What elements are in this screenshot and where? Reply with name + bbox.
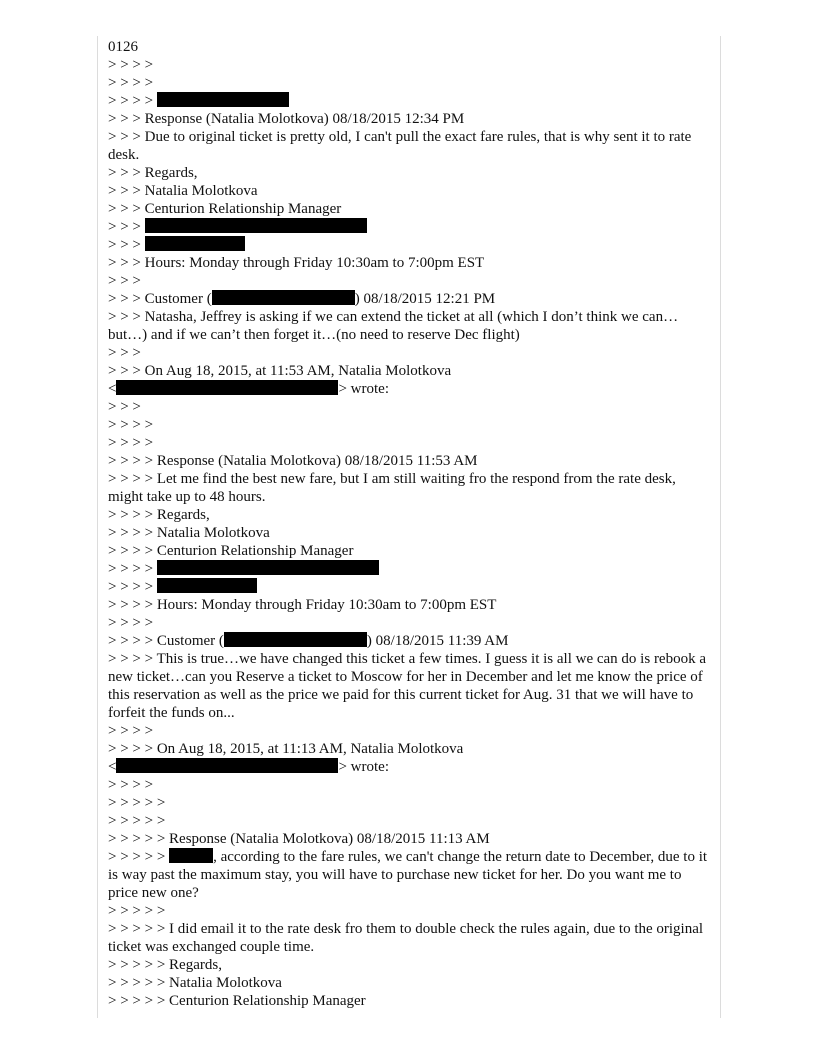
redaction-box: [157, 92, 289, 107]
text-line: [108, 290, 708, 308]
line-text: > > > > Let me find the best new fare, but I am still waiting fro the respond from the rate desk, might take up to 48 hours.: [108, 471, 676, 505]
line-text: > > > > > Centurion Relationship Manager: [108, 993, 366, 1009]
line-text: > > >: [108, 273, 141, 289]
text-line: [108, 236, 708, 254]
text-line: [108, 722, 708, 740]
line-text: > > > Natalia Molotkova: [108, 183, 258, 199]
text-line: [108, 128, 708, 164]
text-line: [108, 812, 708, 830]
text-line: [108, 992, 708, 1010]
line-text: > > > > >: [108, 903, 166, 919]
text-line: [108, 596, 708, 614]
text-line: [108, 110, 708, 128]
redaction-box: [116, 758, 338, 773]
text-line: [108, 740, 708, 758]
text-line: [108, 578, 708, 596]
text-line: [108, 524, 708, 542]
text-line: [108, 776, 708, 794]
line-text: > > > > >: [108, 849, 170, 865]
redaction-box: [212, 290, 355, 305]
line-text: > > > > Natalia Molotkova: [108, 525, 270, 541]
line-text: > wrote:: [338, 759, 389, 775]
document-body: [108, 38, 708, 1010]
text-line: [108, 398, 708, 416]
line-text: > > > > Response (Natalia Molotkova) 08/18/2015 11:53 AM: [108, 453, 478, 469]
text-line: [108, 272, 708, 290]
text-line: [108, 632, 708, 650]
text-line: [108, 38, 708, 56]
line-text: > > > > Centurion Relationship Manager: [108, 543, 354, 559]
line-text: > > > >: [108, 723, 154, 739]
line-text: > > > >: [108, 57, 154, 73]
text-line: [108, 434, 708, 452]
line-text: > > >: [108, 399, 141, 415]
line-text: > wrote:: [338, 381, 389, 397]
line-text: > > > > Hours: Monday through Friday 10:30am to 7:00pm EST: [108, 597, 497, 613]
text-line: [108, 416, 708, 434]
line-text: > > > >: [108, 579, 157, 595]
line-text: > > >: [108, 219, 145, 235]
line-text: > > > >: [108, 435, 154, 451]
line-text: > > > Due to original ticket is pretty old, I can't pull the exact fare rules, that is why sent it to rate desk.: [108, 129, 692, 163]
line-text: > > > > Customer (: [108, 633, 224, 649]
text-line: [108, 794, 708, 812]
text-line: [108, 830, 708, 848]
line-text: > > > Natasha, Jeffrey is asking if we can extend the ticket at all (which I don’t think we can…but…) and if we can’t then forget it…(no need to reserve Dec flight): [108, 309, 679, 343]
redaction-box: [169, 848, 213, 863]
line-text: , according to the fare rules, we can't change the return date to December, due to it is way past the maximum stay, you will have to purchase new ticket for her. Do you want me to price new one?: [108, 849, 708, 901]
text-line: [108, 56, 708, 74]
text-line: [108, 218, 708, 236]
line-text: > > > > > I did email it to the rate desk fro them to double check the rules again, due to the original ticket was exchanged couple time.: [108, 921, 704, 955]
line-text: > > > Customer (: [108, 291, 212, 307]
line-text: ) 08/18/2015 12:21 PM: [354, 291, 496, 307]
text-line: [108, 758, 708, 776]
line-text: > > > >: [108, 615, 154, 631]
redaction-box: [157, 578, 257, 593]
text-line: [108, 650, 708, 722]
line-text: <: [108, 381, 117, 397]
text-line: [108, 848, 708, 902]
text-line: [108, 74, 708, 92]
text-line: [108, 470, 708, 506]
line-text: 0126: [108, 39, 138, 55]
line-text: > > > > This is true…we have changed this ticket a few times. I guess it is all we can do is rebook a new ticket…can you Reserve a ticket to Moscow for her in December and let me know the price of this reservation as well as the price we paid for this current ticket for Aug. 31 that we will have to forfeit the funds on...: [108, 651, 707, 721]
line-text: > > > > On Aug 18, 2015, at 11:13 AM, Natalia Molotkova: [108, 741, 464, 757]
line-text: > > > > >: [108, 795, 166, 811]
text-line: [108, 380, 708, 398]
text-line: [108, 542, 708, 560]
line-text: > > > Hours: Monday through Friday 10:30am to 7:00pm EST: [108, 255, 485, 271]
text-line: [108, 452, 708, 470]
text-line: [108, 560, 708, 578]
line-text: > > > On Aug 18, 2015, at 11:53 AM, Natalia Molotkova: [108, 363, 452, 379]
line-text: > > > > >: [108, 813, 166, 829]
text-line: [108, 902, 708, 920]
text-line: [108, 182, 708, 200]
text-line: [108, 92, 708, 110]
text-line: [108, 200, 708, 218]
redaction-box: [224, 632, 367, 647]
line-text: > > > > > Regards,: [108, 957, 222, 973]
text-line: [108, 956, 708, 974]
text-line: [108, 974, 708, 992]
line-text: > > >: [108, 345, 141, 361]
text-line: [108, 254, 708, 272]
line-text: > > > >: [108, 777, 154, 793]
redaction-box: [145, 236, 245, 251]
text-line: [108, 362, 708, 380]
line-text: > > > >: [108, 75, 154, 91]
redaction-box: [116, 380, 338, 395]
line-text: > > > Centurion Relationship Manager: [108, 201, 342, 217]
line-text: > > > Regards,: [108, 165, 198, 181]
line-text: > > > >: [108, 417, 154, 433]
line-text: > > > Response (Natalia Molotkova) 08/18/2015 12:34 PM: [108, 111, 465, 127]
line-text: > > > > > Response (Natalia Molotkova) 08/18/2015 11:13 AM: [108, 831, 490, 847]
line-text: > > >: [108, 237, 145, 253]
text-line: [108, 308, 708, 344]
text-line: [108, 164, 708, 182]
text-line: [108, 506, 708, 524]
redaction-box: [157, 560, 379, 575]
line-text: > > > >: [108, 561, 157, 577]
line-text: > > > >: [108, 93, 157, 109]
text-line: [108, 344, 708, 362]
line-text: > > > > Regards,: [108, 507, 210, 523]
line-text: <: [108, 759, 117, 775]
text-line: [108, 614, 708, 632]
redaction-box: [145, 218, 367, 233]
line-text: > > > > > Natalia Molotkova: [108, 975, 282, 991]
line-text: ) 08/18/2015 11:39 AM: [366, 633, 509, 649]
text-line: [108, 920, 708, 956]
